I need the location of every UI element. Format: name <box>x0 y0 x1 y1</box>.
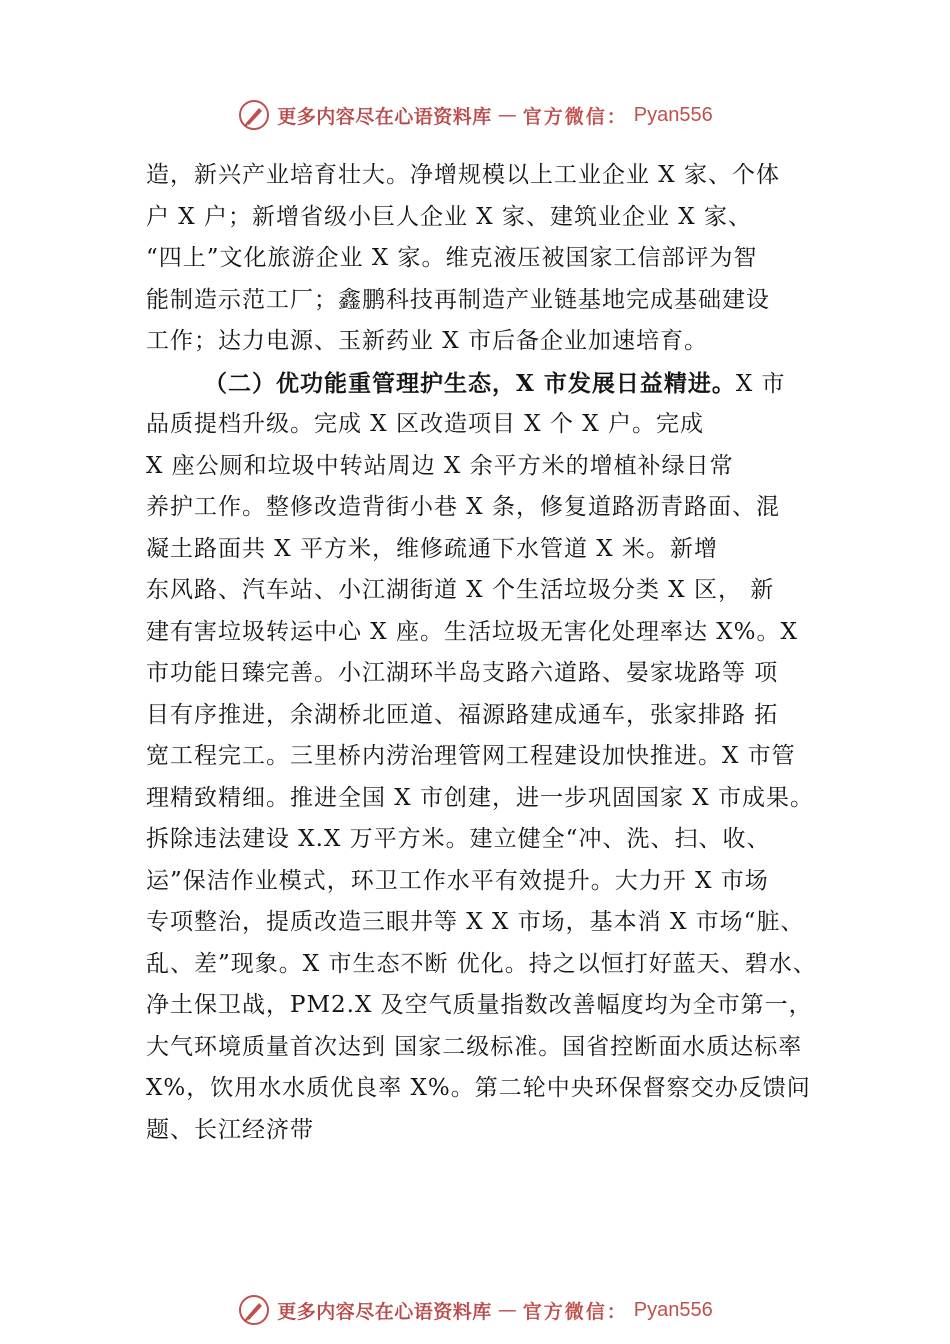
body-line: X 座公厕和垃圾中转站周边 X 余平方米的增植补绿日常 <box>146 452 734 479</box>
body-line: 运”保洁作业模式，环卫工作水平有效提升。大力开 X 市场 <box>146 867 769 894</box>
watermark-header <box>0 95 950 135</box>
wechat-id: Pyan556 <box>633 103 713 126</box>
brand-separator: — <box>497 104 517 126</box>
wechat-id: Pyan556 <box>633 1298 713 1321</box>
pen-circle-logo-icon <box>237 98 271 132</box>
body-line: 造，新兴产业培育壮大。净增规模以上工业企业 X 家、个体 <box>146 162 780 188</box>
wechat-label: 官方微信： <box>522 105 628 128</box>
document-body <box>146 155 866 1151</box>
pen-circle-logo-icon <box>237 1293 271 1327</box>
body-line: 目有序推进，余湖桥北匝道、福源路建成通车，张家排路 拓 <box>146 701 779 728</box>
body-line: X%，饮用水水质优良率 X%。第二轮中央环保督察交办反馈问 <box>146 1075 811 1101</box>
section-heading-line <box>146 363 866 405</box>
body-line: 题、长江经济带 <box>146 1116 314 1143</box>
body-line: 东风路、汽车站、小江湖街道 X 个生活垃圾分类 X 区， 新 <box>146 577 775 603</box>
body-line: 拆除违法建设 X.X 万平方米。建立健全“冲、洗、扫、收、 <box>146 826 771 852</box>
body-line: 养护工作。整修改造背街小巷 X 条，修复道路沥青路面、混 <box>146 494 780 520</box>
body-line: 品质提档升级。完成 X 区改造项目 X 个 X 户。完成 <box>146 411 704 437</box>
body-line: 凝土路面共 X 平方米，维修疏通下水管道 X 米。新增 <box>146 535 718 562</box>
body-line: 户 X 户；新增省级小巨人企业 X 家、建筑业企业 X 家、 <box>146 203 752 230</box>
brand-text: 更多内容尽在心语资料库 <box>277 1300 492 1323</box>
body-line: 大气环境质量首次达到 国家二级标准。国省控断面水质达标率 <box>146 1033 803 1060</box>
body-line: 市功能日臻完善。小江湖环半岛支路六道路、晏家垅路等 项 <box>146 660 779 686</box>
section-heading-tail: X 市 <box>735 370 786 397</box>
body-line: 工作；达力电源、玉新药业 X 市后备企业加速培育。 <box>146 328 708 354</box>
body-line: 理精致精细。推进全国 X 市创建，进一步巩固国家 X 市成果。 <box>146 784 814 811</box>
body-line: “四上”文化旅游企业 X 家。维克液压被国家工信部评为智 <box>146 245 758 271</box>
body-line: 宽工程完工。三里桥内涝治理管网工程建设加快推进。X 市管 <box>146 743 796 769</box>
watermark-footer <box>0 1290 950 1330</box>
section-heading: （二）优功能重管理护生态，X 市发展日益精进。 <box>204 369 736 397</box>
brand-separator: — <box>497 1299 517 1321</box>
body-line: 专项整治，提质改造三眼井等 X X 市场，基本消 X 市场“脏、 <box>146 909 805 935</box>
body-line: 建有害垃圾转运中心 X 座。生活垃圾无害化处理率达 X%。X <box>146 618 798 645</box>
body-line: 净土保卫战，PM2.X 及空气质量指数改善幅度均为全市第一， <box>146 992 813 1018</box>
body-line: 能制造示范工厂；鑫鹏科技再制造产业链基地完成基础建设 <box>146 286 770 313</box>
body-line: 乱、差”现象。X 市生态不断 优化。持之以恒打好蓝天、碧水、 <box>146 950 817 977</box>
wechat-label: 官方微信： <box>522 1300 628 1323</box>
brand-text: 更多内容尽在心语资料库 <box>277 105 492 128</box>
